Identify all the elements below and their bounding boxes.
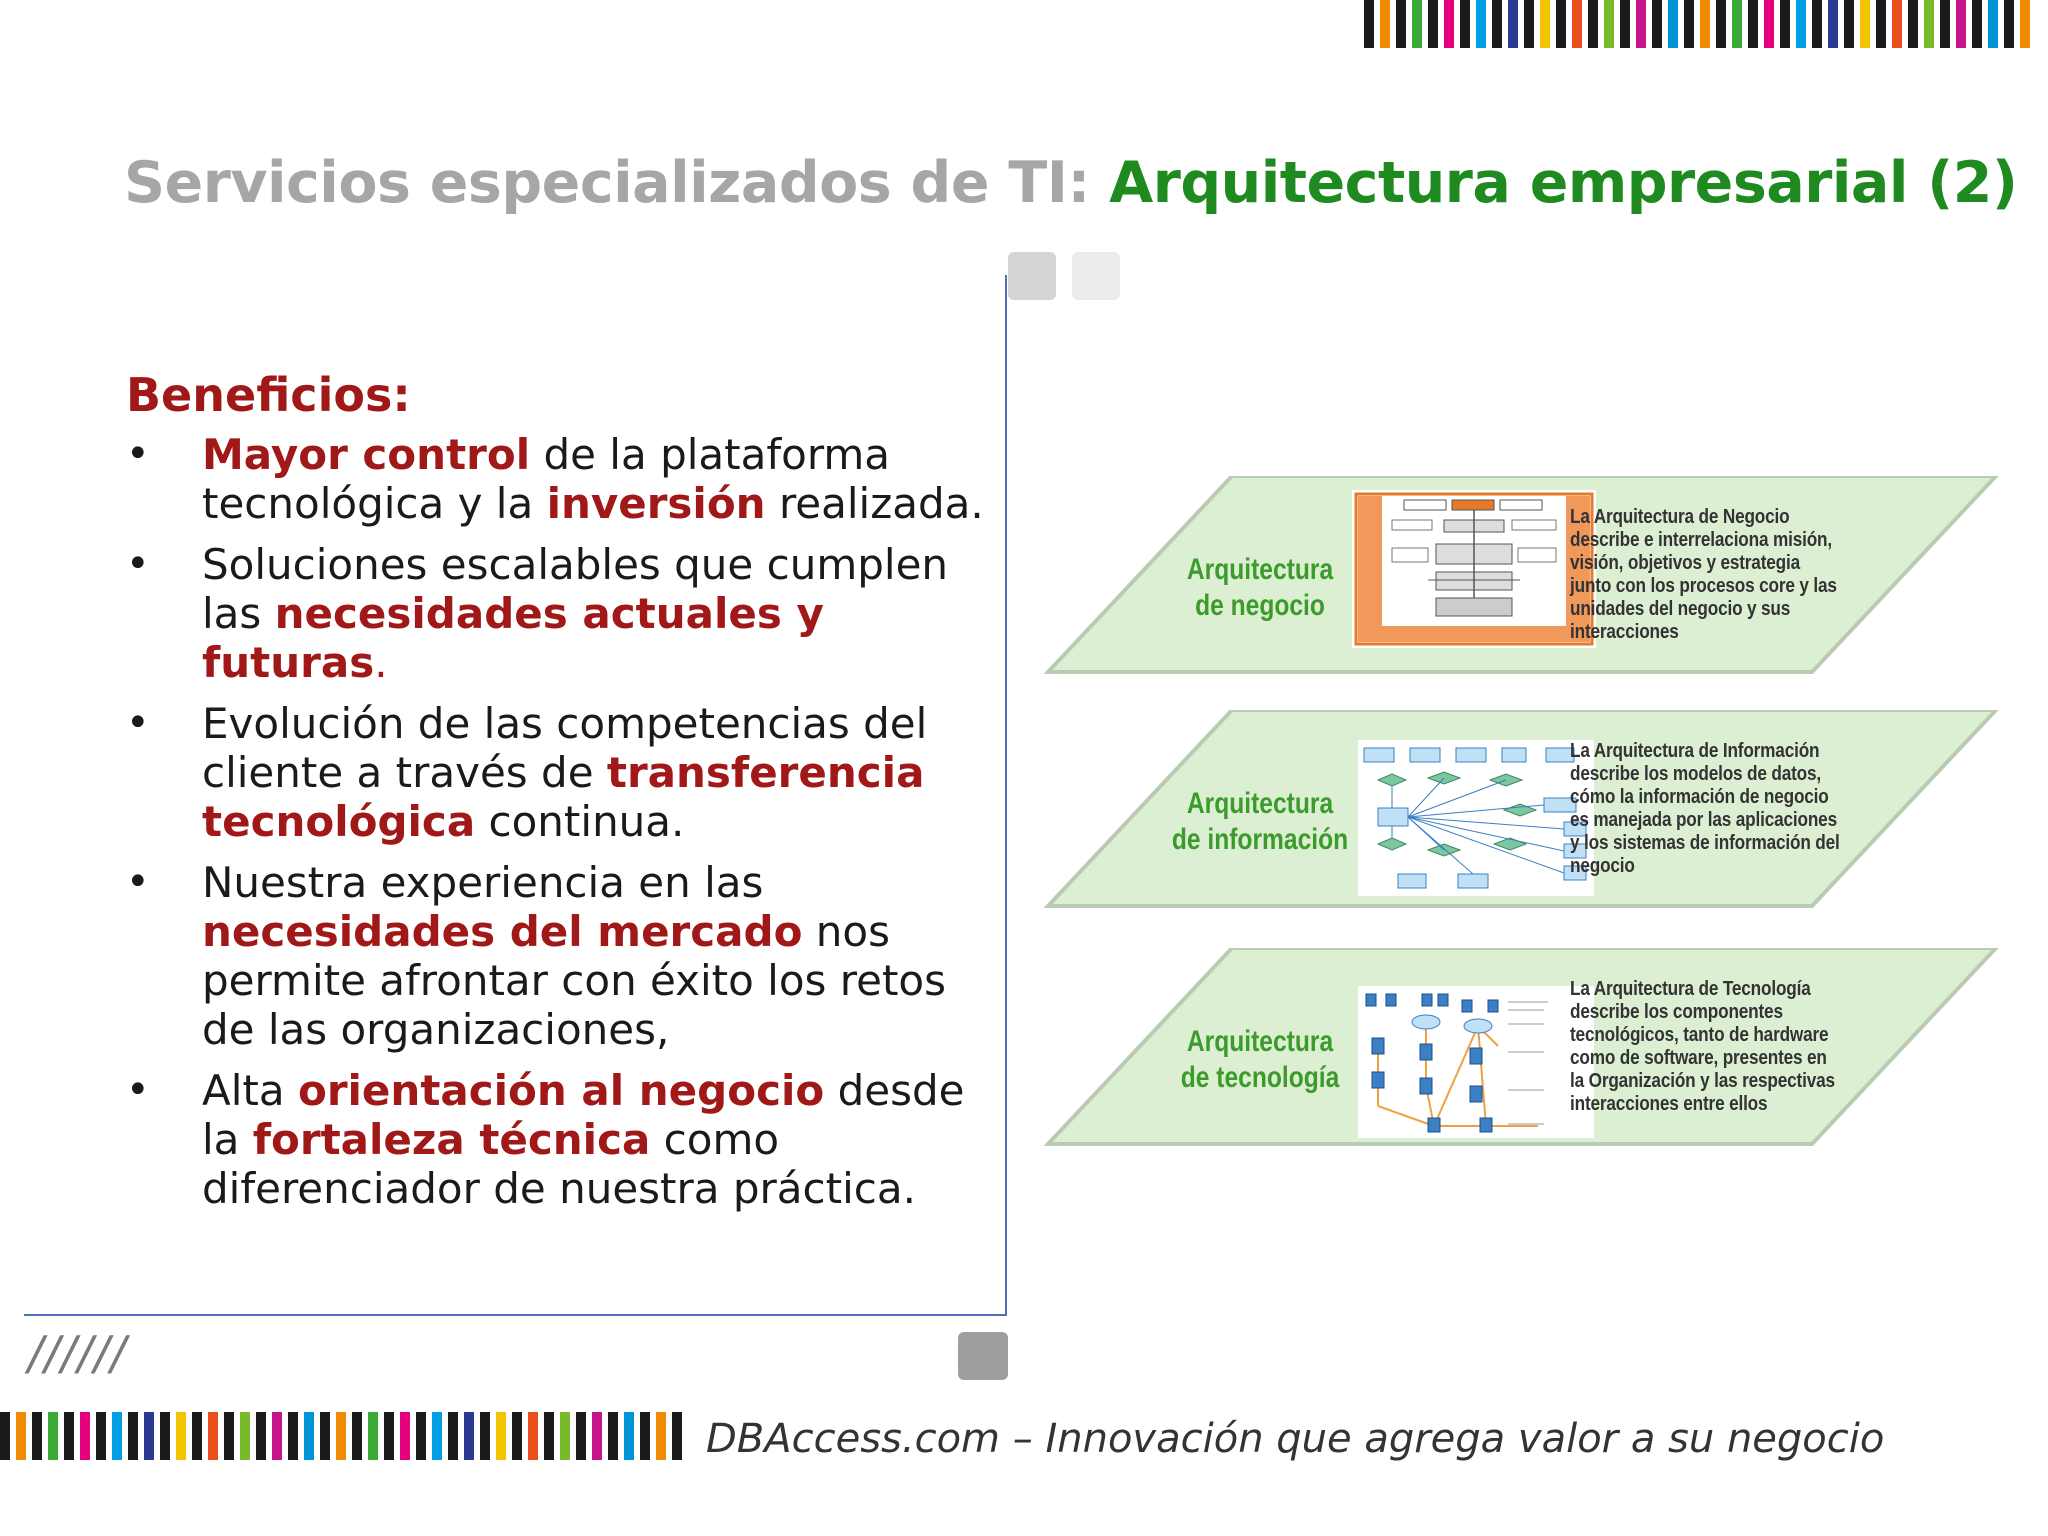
benefit-item — [126, 699, 1006, 846]
stripe-bar — [1956, 0, 1966, 48]
stripe-bar — [1732, 0, 1742, 48]
body-text: Soluciones escalables que cumplen las — [202, 540, 949, 638]
label-line-2: de información — [1171, 823, 1349, 856]
highlight-text: transferencia tecnológica — [202, 748, 925, 846]
stripe-bar — [256, 1412, 266, 1460]
body-text: de la plataforma tecnológica y la — [202, 430, 891, 528]
stripe-bar — [544, 1412, 554, 1460]
benefit-item — [126, 540, 1006, 687]
stripe-bar — [208, 1412, 218, 1460]
stripe-bar — [272, 1412, 282, 1460]
label-line-1: Arquitectura — [1186, 787, 1334, 820]
stripe-bar — [192, 1412, 202, 1460]
stripe-bar — [336, 1412, 346, 1460]
bullet-icon: • — [126, 1067, 150, 1113]
bottom-color-stripe — [0, 1412, 690, 1460]
layer-description-information: La Arquitectura de Información describe los modelos de datos, cómo la información de negocio es manejada por las aplicaciones y los sistemas de información del negocio — [1570, 740, 1840, 877]
body-text: Alta — [202, 1066, 298, 1115]
stripe-bar — [1684, 0, 1694, 48]
stripe-bar — [2020, 0, 2030, 48]
stripe-bar — [320, 1412, 330, 1460]
stripe-bar — [96, 1412, 106, 1460]
highlight-text: fortaleza técnica — [252, 1115, 651, 1164]
stripe-bar — [1780, 0, 1790, 48]
layer-description-business: La Arquitectura de Negocio describe e interrelaciona misión, visión, objetivos y estrategia junto con los procesos core y las unidades del negocio y sus interacciones — [1570, 506, 1837, 643]
top-color-stripe — [1364, 0, 2048, 48]
stripe-bar — [512, 1412, 522, 1460]
stripe-bar — [1588, 0, 1598, 48]
footer-tagline: DBAccess.com – Innovación que agrega valor a su negocio — [706, 1416, 1885, 1462]
label-line-2: de negocio — [1195, 589, 1325, 622]
stripe-bar — [48, 1412, 58, 1460]
stripe-bar — [1844, 0, 1854, 48]
stripe-bar — [1492, 0, 1502, 48]
layer-description-technology: La Arquitectura de Tecnología describe los componentes tecnológicos, tanto de hardware como de software, presentes en la Organización y las respectivas interacciones entre ellos — [1570, 978, 1835, 1115]
stripe-bar — [64, 1412, 74, 1460]
stripe-bar — [1924, 0, 1934, 48]
stripe-bar — [576, 1412, 586, 1460]
label-line-1: Arquitectura — [1186, 1025, 1334, 1058]
stripe-bar — [32, 1412, 42, 1460]
body-text: Evolución de las competencias del cliente a través de — [202, 699, 928, 797]
benefit-item — [126, 858, 1006, 1054]
benefits-heading: Beneficios: — [126, 368, 411, 422]
layer-technology — [1040, 948, 2000, 1148]
stripe-bar — [1828, 0, 1838, 48]
stripe-bar — [2004, 0, 2014, 48]
stripe-bar — [528, 1412, 538, 1460]
benefits-section — [126, 368, 1006, 1225]
stripe-bar — [416, 1412, 426, 1460]
horizontal-divider — [24, 1314, 1007, 1316]
stripe-bar — [432, 1412, 442, 1460]
stripe-bar — [1604, 0, 1614, 48]
stripe-bar — [1812, 0, 1822, 48]
layer-label-technology — [1162, 1024, 1359, 1096]
stripe-bar — [1540, 0, 1550, 48]
body-text: como diferenciador de nuestra práctica. — [202, 1115, 916, 1213]
stripe-bar — [384, 1412, 394, 1460]
layer-business — [1040, 476, 2000, 676]
stripe-bar — [240, 1412, 250, 1460]
stripe-bar — [480, 1412, 490, 1460]
stripe-bar — [1572, 0, 1582, 48]
stripe-bar — [1508, 0, 1518, 48]
business-diagram-thumbnail — [1352, 490, 1596, 648]
layer-label-business — [1162, 552, 1359, 624]
highlight-text: necesidades del mercado — [202, 907, 803, 956]
stripe-bar — [1876, 0, 1886, 48]
title-highlight: Arquitectura empresarial (2) — [1109, 150, 2018, 216]
benefit-item — [126, 1066, 1006, 1213]
stripe-bar — [1764, 0, 1774, 48]
stripe-bar — [464, 1412, 474, 1460]
stripe-bar — [304, 1412, 314, 1460]
stripe-bar — [1972, 0, 1982, 48]
stripe-bar — [0, 1412, 10, 1460]
stripe-bar — [1700, 0, 1710, 48]
body-text: continua. — [475, 797, 685, 846]
stripe-bar — [1380, 0, 1390, 48]
stripe-bar — [1716, 0, 1726, 48]
highlight-text: Mayor control — [202, 430, 531, 479]
information-diagram-thumbnail — [1358, 740, 1594, 896]
stripe-bar — [1444, 0, 1454, 48]
stripe-bar — [1940, 0, 1950, 48]
decor-square-light — [1072, 252, 1120, 300]
stripe-bar — [128, 1412, 138, 1460]
stripe-bar — [592, 1412, 602, 1460]
body-text: Nuestra experiencia en las — [202, 858, 764, 907]
stripe-bar — [1988, 0, 1998, 48]
stripe-bar — [1796, 0, 1806, 48]
stripe-bar — [1860, 0, 1870, 48]
stripe-bar — [80, 1412, 90, 1460]
stripe-bar — [496, 1412, 506, 1460]
stripe-bar — [1476, 0, 1486, 48]
stripe-bar — [112, 1412, 122, 1460]
stripe-bar — [352, 1412, 362, 1460]
highlight-text: orientación al negocio — [297, 1066, 825, 1115]
stripe-bar — [224, 1412, 234, 1460]
bullet-icon: • — [126, 431, 150, 477]
decor-square-bottom — [958, 1332, 1008, 1380]
decor-square-dark — [1008, 252, 1056, 300]
benefit-item — [126, 430, 1006, 528]
bullet-icon: • — [126, 859, 150, 905]
stripe-bar — [1668, 0, 1678, 48]
layer-information — [1040, 710, 2000, 910]
stripe-bar — [448, 1412, 458, 1460]
stripe-bar — [672, 1412, 682, 1460]
stripe-bar — [1556, 0, 1566, 48]
bullet-icon: • — [126, 700, 150, 746]
stripe-bar — [1620, 0, 1630, 48]
stripe-bar — [1636, 0, 1646, 48]
stripe-bar — [368, 1412, 378, 1460]
body-text: nos permite afrontar con éxito los retos de las organizaciones, — [202, 907, 947, 1054]
body-text: . — [374, 638, 388, 687]
stripe-bar — [1428, 0, 1438, 48]
stripe-bar — [640, 1412, 650, 1460]
stripe-bar — [1396, 0, 1406, 48]
stripe-bar — [608, 1412, 618, 1460]
stripe-bar — [160, 1412, 170, 1460]
technology-diagram-thumbnail — [1358, 986, 1594, 1138]
slide-title — [124, 150, 2017, 216]
stripe-bar — [1892, 0, 1902, 48]
stripe-bar — [1652, 0, 1662, 48]
stripe-bar — [288, 1412, 298, 1460]
label-line-2: de tecnología — [1180, 1061, 1340, 1094]
bullet-icon: • — [126, 541, 150, 587]
stripe-bar — [1412, 0, 1422, 48]
benefit-list — [126, 430, 1006, 1213]
stripe-bar — [144, 1412, 154, 1460]
stripe-bar — [176, 1412, 186, 1460]
stripe-bar — [656, 1412, 666, 1460]
stripe-bar — [16, 1412, 26, 1460]
stripe-bar — [400, 1412, 410, 1460]
highlight-text: inversión — [546, 479, 766, 528]
stripe-bar — [1460, 0, 1470, 48]
label-line-1: Arquitectura — [1186, 553, 1334, 586]
title-prefix: Servicios especializados de TI: — [124, 150, 1090, 216]
body-text: desde la — [202, 1066, 965, 1164]
stripe-bar — [1364, 0, 1374, 48]
body-text: realizada. — [765, 479, 984, 528]
highlight-text: necesidades actuales y futuras — [202, 589, 824, 687]
stripe-bar — [1908, 0, 1918, 48]
stripe-bar — [1748, 0, 1758, 48]
stripe-bar — [1524, 0, 1534, 48]
slash-decoration: ////// — [28, 1326, 127, 1380]
stripe-bar — [624, 1412, 634, 1460]
layer-label-information — [1162, 786, 1359, 858]
stripe-bar — [560, 1412, 570, 1460]
